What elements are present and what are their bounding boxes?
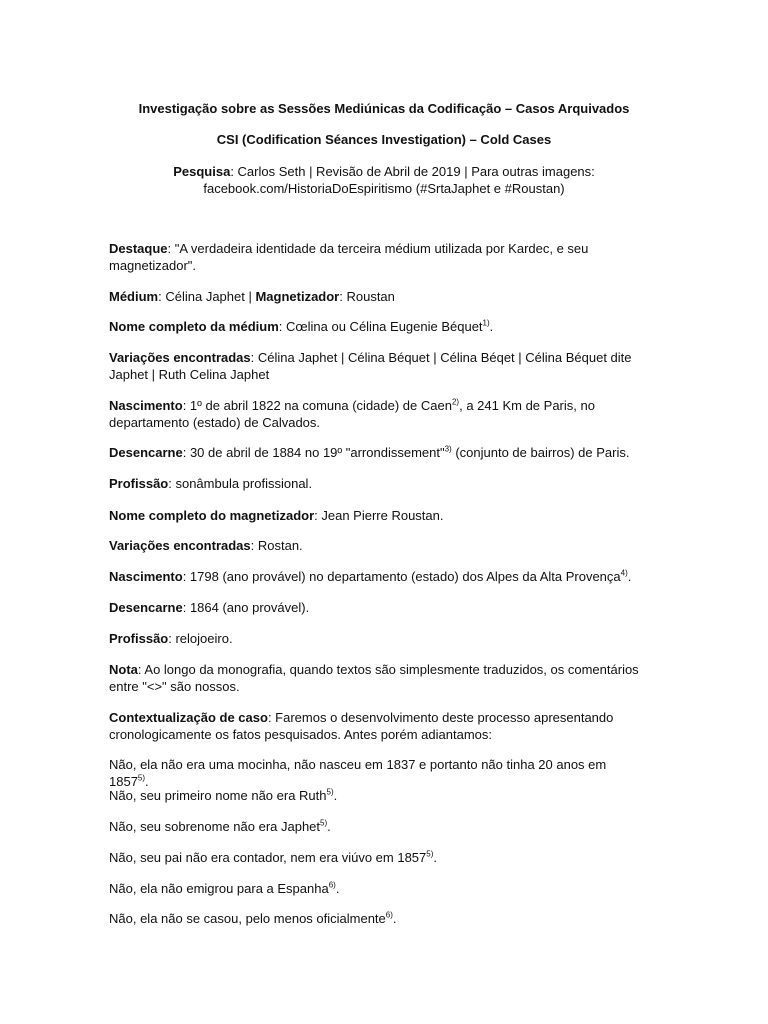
paragraph-nascimento-medium — [109, 397, 649, 431]
text-nascimento: : 1º de abril 1822 na comuna (cidade) de Caen — [182, 398, 452, 413]
paragraph-nao-5 — [109, 880, 649, 897]
research-credit — [0, 163, 768, 197]
text-destaque: : "A verdadeira identidade da terceira médium utilizada por Kardec, e seu magnetizador". — [109, 241, 589, 273]
footnote-ref: 4) — [620, 568, 628, 578]
label-variacoes: Variações encontradas — [109, 538, 251, 553]
label-nascimento: Nascimento — [109, 398, 183, 413]
text-tail: . — [145, 774, 149, 789]
label-desencarne: Desencarne — [109, 445, 183, 460]
paragraph-nota — [109, 661, 649, 695]
text-profissao: : relojoeiro. — [168, 631, 233, 646]
text-tail: . — [335, 881, 340, 896]
text-nome-medium: : Cœlina ou Célina Eugenie Béquet — [278, 319, 483, 334]
paragraph-variacoes-magnetizador — [109, 537, 649, 554]
paragraph-profissao-magnetizador — [109, 630, 649, 647]
footnote-ref: 5) — [426, 849, 434, 859]
label-nome-magnetizador: Nome completo do magnetizador — [109, 508, 315, 523]
text-variacoes: : Célina Japhet | Célina Béquet | Célina Béqet | Célina Béquet dite Japhet | Ruth Celina Japhet — [109, 350, 632, 382]
paragraph-desencarne-magnetizador — [109, 599, 649, 616]
research-label: Pesquisa — [173, 164, 231, 179]
text-nao: Não, ela não era uma mocinha, não nasceu em 1837 e portanto não tinha 20 anos em 1857 — [109, 757, 607, 789]
text-magnetizador: : Roustan — [339, 289, 395, 304]
footnote-ref: 2) — [451, 397, 460, 407]
document-title: Investigação sobre as Sessões Mediúnicas da Codificação – Casos Arquivados — [138, 101, 630, 116]
paragraph-nome-magnetizador — [109, 507, 649, 524]
text-nao: Não, ela não se casou, pelo menos oficialmente — [109, 911, 386, 926]
footnote-ref: 1) — [482, 318, 490, 328]
footnote-ref: 3) — [444, 444, 452, 454]
text-tail: . — [327, 819, 331, 834]
label-contexto: Contextualização de caso — [109, 710, 268, 725]
label-magnetizador: Magnetizador — [255, 289, 340, 304]
label-profissao: Profissão — [109, 631, 169, 646]
text-variacoes: : Rostan. — [250, 538, 303, 553]
footnote-ref: 5) — [137, 773, 146, 783]
text-nome-magnetizador: : Jean Pierre Roustan. — [314, 508, 444, 523]
paragraph-medium — [109, 288, 649, 305]
text-profissao: : sonâmbula profissional. — [168, 476, 313, 491]
text-nao: Não, seu primeiro nome não era Ruth — [109, 788, 327, 803]
paragraph-nao-4 — [109, 849, 649, 866]
text-tail: . — [433, 850, 438, 865]
document-subtitle: CSI (Codification Séances Investigation) – Cold Cases — [216, 132, 552, 147]
paragraph-nascimento-magnetizador — [109, 568, 649, 585]
research-text: : Carlos Seth | Revisão de Abril de 2019 | Para outras imagens: — [230, 164, 595, 179]
label-variacoes: Variações encontradas — [109, 350, 251, 365]
footnote-ref: 6) — [328, 880, 336, 890]
paragraph-profissao-medium — [109, 475, 649, 492]
footnote-ref: 5) — [320, 818, 328, 828]
paragraph-nao-1 — [109, 756, 649, 790]
text-nota: : Ao longo da monografia, quando textos são simplesmente traduzidos, os comentários entre "<>" são nossos. — [109, 662, 639, 694]
text-tail: . — [392, 911, 397, 926]
paragraph-variacoes-medium — [109, 349, 649, 383]
paragraph-nome-medium — [109, 318, 649, 335]
text-desencarne: : 1864 (ano provável). — [182, 600, 310, 615]
text-tail: . — [489, 319, 494, 334]
label-nome-medium: Nome completo da médium — [109, 319, 279, 334]
paragraph-nao-2 — [109, 787, 649, 804]
label-medium: Médium — [109, 289, 159, 304]
footnote-ref: 5) — [326, 787, 334, 797]
footnote-ref: 6) — [385, 910, 393, 920]
text-nao: Não, ela não emigrou para a Espanha — [109, 881, 329, 896]
label-desencarne: Desencarne — [109, 600, 183, 615]
research-link: facebook.com/HistoriaDoEspiritismo (#SrtaJaphet e #Roustan) — [203, 181, 565, 196]
text-contexto: : Faremos o desenvolvimento deste processo apresentando cronologicamente os fatos pesquisados. Antes porém adiantamos: — [109, 710, 614, 742]
label-destaque: Destaque — [109, 241, 168, 256]
text-medium: : Célina Japhet | — [158, 289, 256, 304]
paragraph-destaque — [109, 240, 649, 274]
paragraph-nao-6 — [109, 910, 649, 927]
label-nota: Nota — [109, 662, 138, 677]
paragraph-nao-3 — [109, 818, 649, 835]
paragraph-desencarne-medium — [109, 444, 649, 461]
text-nao: Não, seu pai não era contador, nem era viúvo em 1857 — [109, 850, 427, 865]
text-tail: , a 241 Km de Paris, no departamento (estado) de Calvados. — [109, 398, 595, 430]
text-nascimento: : 1798 (ano provável) no departamento (estado) dos Alpes da Alta Provença — [182, 569, 621, 584]
text-tail: . — [627, 569, 632, 584]
label-profissao: Profissão — [109, 476, 169, 491]
label-nascimento: Nascimento — [109, 569, 183, 584]
text-desencarne: : 30 de abril de 1884 no 19º "arrondissement" — [182, 445, 445, 460]
text-tail: . — [333, 788, 338, 803]
text-tail: (conjunto de bairros) de Paris. — [451, 445, 630, 460]
paragraph-contexto — [109, 709, 649, 743]
text-nao: Não, seu sobrenome não era Japhet — [109, 819, 321, 834]
